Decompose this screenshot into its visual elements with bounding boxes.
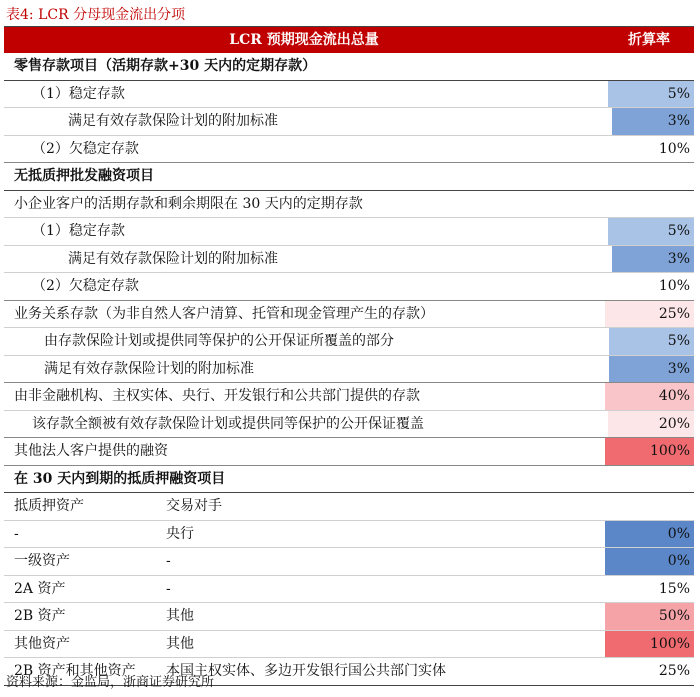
section-retail [4,53,694,81]
table-row [4,246,694,274]
row-label: （2）欠稳定存款 [32,140,139,157]
row-rate [605,53,694,80]
row-rate: 5% [608,81,694,108]
table-row [4,493,694,521]
asset-cell: 一级资产 [14,553,70,569]
row-label: 小企业客户的活期存款和剩余期限在 30 天内的定期存款 [14,195,363,212]
row-rate: 20% [608,411,694,438]
row-label [4,493,605,520]
counterparty-cell: 其他 [166,608,194,624]
table-row [4,108,694,136]
table-row [4,603,694,631]
table-row [4,301,694,329]
row-label: （1）稳定存款 [32,223,125,239]
row-rate: 25% [658,663,690,679]
row-label: 该存款全额被有效存款保险计划或提供同等保护的公开保证覆盖 [32,415,424,432]
row-rate [605,493,694,520]
table-row [4,631,694,659]
row-rate: 5% [608,218,694,245]
table-header [4,27,694,53]
row-label: 由存款保险计划或提供同等保护的公开保证所覆盖的部分 [44,333,394,349]
asset-cell: 2B 资产 [14,608,66,624]
row-label [4,631,605,658]
row-rate: 3% [612,108,694,135]
counterparty-cell: - [166,553,171,569]
row-rate: 3% [612,246,694,273]
row-rate: 15% [658,580,690,597]
row-label: （2）欠稳定存款 [32,278,139,294]
table-row [4,521,694,549]
table-title: 表4: LCR 分母现金流出分项 [6,7,186,23]
row-label: 无抵质押批发融资项目 [14,168,154,184]
row-label: 在 30 天内到期的抵质押融资项目 [14,470,226,487]
asset-cell: 2B 资产和其他资产 [14,663,136,679]
row-label: 满足有效存款保险计划的附加标准 [68,250,278,267]
source-footnote: 资料来源：金监局，浙商证券研究所 [6,675,215,690]
row-label: （1）稳定存款 [32,85,125,102]
row-label: 满足有效存款保险计划的附加标准 [44,360,254,377]
asset-cell: 其他资产 [14,635,70,652]
lcr-outflow-table [4,26,694,686]
row-rate: 40% [605,383,694,410]
row-label [4,576,605,603]
header-main: LCR 预期现金流出总量 [229,32,379,48]
table-row [4,81,694,109]
row-label: 零售存款项目（活期存款+30 天内的定期存款） [14,58,317,74]
table-row [4,218,694,246]
table-row [4,273,694,301]
row-label: 业务关系存款（为非自然人客户清算、托管和现金管理产生的存款） [14,305,434,322]
asset-cell: - [14,525,19,542]
row-rate: 100% [605,438,694,465]
table-row [4,548,694,576]
row-rate: 50% [605,603,694,630]
counterparty-cell: 其他 [166,635,194,652]
table-row [4,411,694,439]
section-secured [4,466,694,494]
row-rate: 3% [609,356,694,383]
row-label [4,548,605,575]
counterparty-cell: 交易对手 [166,498,222,514]
counterparty-cell: - [166,580,171,597]
row-rate: 10% [658,140,690,157]
row-rate: 0% [605,521,694,548]
row-rate: 10% [658,278,690,294]
header-rate: 折算率 [628,32,670,48]
row-label [4,521,605,548]
asset-cell: 抵质押资产 [14,498,84,514]
table-row [4,136,694,164]
row-rate [605,191,694,218]
row-rate: 0% [605,548,694,575]
table-row [4,191,694,219]
row-rate: 25% [605,301,694,328]
table-row [4,328,694,356]
row-rate [605,163,694,190]
row-label: 由非金融机构、主权实体、央行、开发银行和公共部门提供的存款 [14,388,420,404]
row-rate [605,466,694,493]
table-row [4,356,694,384]
counterparty-cell: 本国主权实体、多边开发银行国公共部门实体 [166,663,446,679]
row-label [4,603,605,630]
asset-cell: 2A 资产 [14,580,66,597]
row-rate: 5% [609,328,694,355]
row-label: 其他法人客户提供的融资 [14,443,168,459]
section-wholesale [4,163,694,191]
row-rate: 100% [605,631,694,658]
counterparty-cell: 央行 [166,525,194,542]
row-label: 满足有效存款保险计划的附加标准 [68,113,278,129]
table-row [4,576,694,604]
table-row [4,438,694,466]
table-row [4,383,694,411]
